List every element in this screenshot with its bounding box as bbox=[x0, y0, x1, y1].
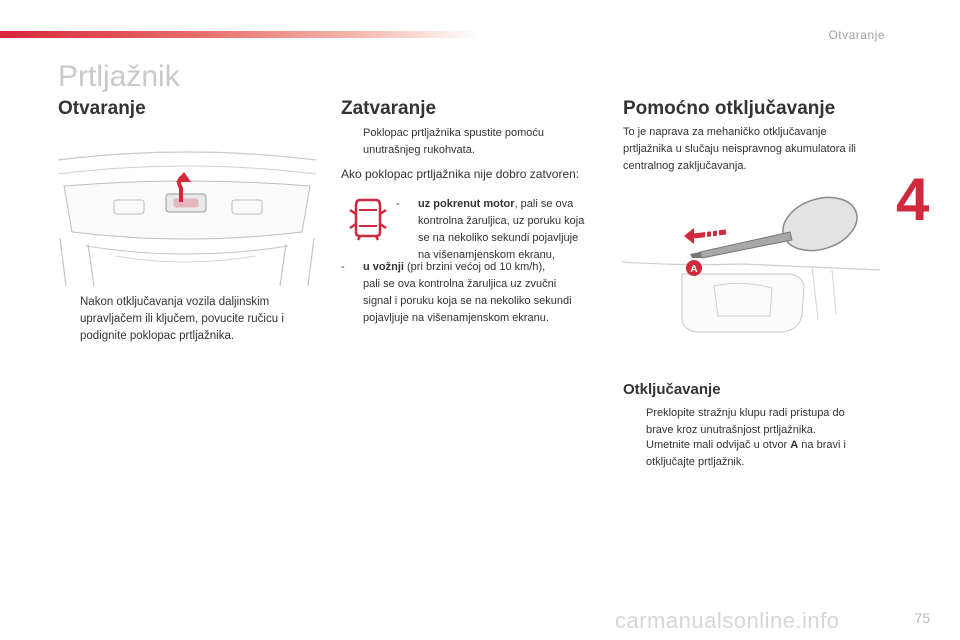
emergency-unlocking-text bbox=[623, 124, 856, 175]
running-header: Otvaranje bbox=[828, 28, 885, 42]
lock-unlock-illustration bbox=[622, 196, 880, 336]
section-heading-emergency-unlocking: Pomoćno otključavanje bbox=[623, 98, 836, 119]
chapter-number: 4 bbox=[896, 166, 930, 233]
text-line: brave kroz unutrašnjost prtljažnika. bbox=[646, 424, 816, 436]
text-line: se na nekoliko sekundi pojavljuje bbox=[418, 232, 579, 244]
bold-term: A bbox=[790, 439, 799, 451]
point-label-a: A bbox=[690, 264, 698, 275]
text-line: signal i poruku koja se na nekoliko sekundi bbox=[363, 295, 572, 307]
page-number: 75 bbox=[914, 610, 930, 626]
closing-intro: Ako poklopac prtljažnika nije dobro zatvoren: bbox=[341, 167, 580, 181]
sub-heading-unlocking: Otključavanje bbox=[623, 381, 721, 398]
text-span: (pri brzini većoj od 10 km/h), bbox=[403, 261, 546, 273]
text-span: , pali se ova bbox=[514, 198, 574, 210]
text-line: pojavljuje na višenamjenskom ekranu. bbox=[363, 312, 549, 324]
trunk-opening-illustration bbox=[56, 150, 318, 288]
warning-item-engine-running bbox=[418, 196, 584, 264]
text-line: podignite poklopac prtljažnika. bbox=[80, 330, 235, 342]
header-accent-bar bbox=[0, 31, 480, 38]
page-title: Prtljažnik bbox=[58, 60, 180, 93]
open-trunk-warning-icon bbox=[350, 196, 386, 240]
text-line: otključajte prtljažnik. bbox=[646, 456, 745, 468]
text-line: centralnog zaključavanja. bbox=[623, 160, 747, 172]
text-span: na bravi i bbox=[798, 439, 846, 451]
text-line: prtljažnika u slučaju neispravnog akumulatora ili bbox=[623, 143, 856, 155]
text-line: To je naprava za mehaničko otključavanje bbox=[623, 126, 827, 138]
list-dash: - bbox=[341, 261, 345, 273]
unlocking-step-1 bbox=[646, 405, 845, 439]
text-line: Preklopite stražnju klupu radi pristupa do bbox=[646, 407, 845, 419]
warning-item-driving bbox=[363, 259, 572, 327]
unlocking-step-2 bbox=[646, 437, 846, 471]
watermark: carmanualsonline.info bbox=[615, 608, 840, 633]
text-line bbox=[418, 196, 584, 213]
text-line: unutrašnjeg rukohvata. bbox=[363, 144, 475, 156]
text-line: pali se ova kontrolna žaruljica uz zvučni bbox=[363, 278, 557, 290]
text-line: Nakon otključavanja vozila daljinskim bbox=[80, 296, 270, 308]
text-line bbox=[646, 437, 846, 454]
list-dash: - bbox=[396, 198, 400, 210]
text-line: Poklopac prtljažnika spustite pomoću bbox=[363, 127, 544, 139]
text-line bbox=[363, 259, 572, 276]
section-heading-opening: Otvaranje bbox=[58, 98, 146, 119]
text-span: Umetnite mali odvijač u otvor bbox=[646, 439, 791, 451]
text-line: upravljačem ili ključem, povucite ručicu i bbox=[80, 313, 284, 325]
section-heading-closing: Zatvaranje bbox=[341, 98, 437, 119]
opening-text bbox=[80, 294, 284, 345]
text-line: na višenamjenskom ekranu, bbox=[418, 249, 555, 261]
bold-term: uz pokrenut motor bbox=[418, 198, 515, 210]
bold-term: u vožnji bbox=[363, 261, 404, 273]
closing-text bbox=[363, 125, 544, 159]
text-line: kontrolna žaruljica, uz poruku koja bbox=[418, 215, 585, 227]
